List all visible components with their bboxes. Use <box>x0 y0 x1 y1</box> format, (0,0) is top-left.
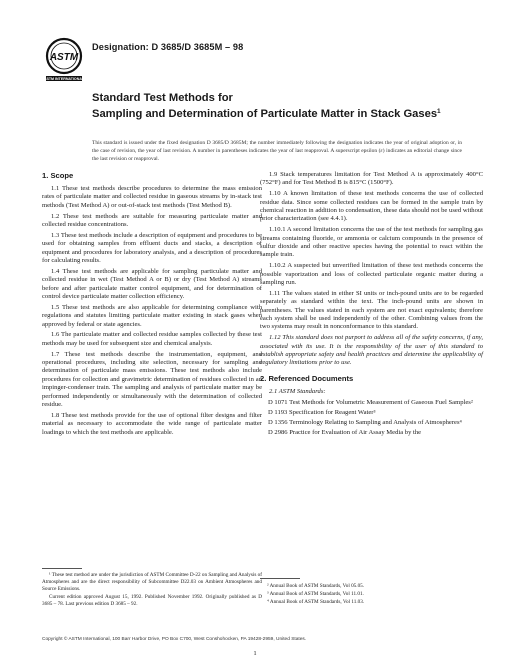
footnote: Current edition approved August 15, 1992. Published November 1992. Originally published as D 3685 – 78. Last previous edition D 3685 – 92. <box>42 594 262 607</box>
paragraph: 1.8 These test methods provide for the use of optional filter designs and filter material as necessary to accommodate the wide range of particulate matter loadings to which the test methods are applicable. <box>42 411 262 436</box>
left-column <box>42 171 262 440</box>
title-prefix: Standard Test Methods for <box>92 92 233 104</box>
footnote: ⁴ Annual Book of ASTM Standards, Vol 11.03. <box>267 599 365 605</box>
footnotes-left <box>42 572 262 609</box>
subsection-astm-standards: 2.1 ASTM Standards: <box>269 387 326 395</box>
footnotes-right <box>260 583 483 607</box>
paragraph: 1.2 These test methods are suitable for measuring particulate matter and collected residue concentrations. <box>42 212 262 229</box>
paragraph: 1.5 These test methods are also applicable for determining compliance with regulations and statutes limiting particulate matter existing in stack gases when approved by federal or state agencies. <box>42 303 262 328</box>
section-heading-scope: 1. Scope <box>42 171 74 180</box>
reference-item: D 1071 Test Methods for Volumetric Measurement of Gaseous Fuel Samples² <box>268 399 473 407</box>
paragraph: 1.10.2 A suspected but unverified limitation of these test methods concerns the possible vaporization and loss of collected particulate organic matter during a sampling run. <box>260 262 483 287</box>
svg-text:ASTM: ASTM <box>49 52 79 63</box>
paragraph: 1.1 These test methods describe procedures to determine the mass emission rates of particulate matter and collected residue in gaseous streams by in-stack test methods (Test Method A) or out-of-stack test methods (Test Method B). <box>42 185 262 209</box>
paragraph: 1.10 A known limitation of these test methods concerns the use of collected residue data. Since some collected residues can be formed in the sample train by chemical reaction in addition to condensation, these data should not be used without prior characterization (see 4.4.1). <box>260 190 483 223</box>
footnote-rule <box>42 568 82 569</box>
designation: Designation: D 3685/D 3685M – 98 <box>92 42 244 52</box>
footnote-rule <box>260 578 300 579</box>
paragraph: 1.3 These test methods include a description of equipment and procedures to be used for obtaining samples from effluent ducts and stacks, a description of equipment and procedures for laboratory analysis, and a description of procedures for calculating results. <box>42 231 262 265</box>
title-block <box>92 91 462 121</box>
paragraph: 1.4 These test methods are applicable for sampling particulate matter and collected residue in wet (Test Method A or B) or dry (Test Method A) streams before and after particulate matter control equipment, and for determination of control device particulate matter collection efficiency. <box>42 267 262 301</box>
paragraph: 1.9 Stack temperatures limitation for Test Method A is approximately 400°C (752°F) and for Test Method B is 815°C (1500°F). <box>260 171 483 187</box>
footnote: ³ Annual Book of ASTM Standards, Vol 11.01. <box>267 591 364 597</box>
paragraph: 1.6 The particulate matter and collected residue samples collected by these test methods may be used for subsequent size and chemical analysis. <box>42 331 262 347</box>
right-column <box>260 171 483 439</box>
section-heading-referenced-documents: 2. Referenced Documents <box>260 373 354 383</box>
footnote: ² Annual Book of ASTM Standards, Vol 05.05. <box>267 583 365 589</box>
paragraph: 1.11 The values stated in either SI units or inch-pound units are to be regarded separately as standard within the text. The inch-pound units are shown in parentheses. The values stated in each system are not exact equivalents; therefore each system shall be used independently of the other. Combining values from the two systems may result in nonconformance to this standard. <box>260 289 483 331</box>
title-footnote-ref: 1 <box>437 108 441 115</box>
paragraph: 1.10.1 A second limitation concerns the use of the test methods for sampling gas streams containing fluoride, or ammonia or calcium compounds in the presence of sulfur dioxide and other reactive species having the potential to react within the sample train. <box>260 226 483 259</box>
svg-text:ASTM INTERNATIONAL: ASTM INTERNATIONAL <box>43 77 85 82</box>
reference-item: D 2986 Practice for Evaluation of Air Assay Media by the <box>268 429 422 437</box>
footnote: ¹ These test method are under the jurisdiction of ASTM Committee D-22 on Sampling and Analysis of Atmospheres and are the direct responsibility of Subcommittee D22.03 on Ambient Atmospheres and Source Emissions. <box>42 572 262 592</box>
page-title: Sampling and Determination of Particulate Matter in Stack Gases$^1$ <box>92 108 441 120</box>
safety-statement: 1.12 This standard does not purport to address all of the safety concerns, if any, associated with its use. It is the responsibility of the user of this standard to establish appropriate safety and health practices and determine the applicability of regulatory limitations prior to use. <box>260 334 483 367</box>
reference-item: D 1193 Specification for Reagent Water³ <box>268 409 376 417</box>
paragraph: 1.7 These test methods describe the instrumentation, equipment, and operational procedures, including site selection, necessary for sampling and determination of particulate mass emissions. These test methods also include procedures for collection and gravimetric determination of residues collected in an impinger-condenser train. The sampling and analysis of particulate matter may be performed independently or simultaneously with the determination of collected residue. <box>42 350 262 409</box>
astm-logo <box>42 36 86 84</box>
designation-notice: This standard is issued under the fixed designation D 3685/D 3685M; the number immediately following the designation indicates the year of original adoption or, in the case of revision, the year of last revision. A number in parentheses indicates the year of last reapproval. A superscript epsilon (ε) indicates an editorial change since the last revision or reapproval. <box>92 140 462 163</box>
reference-item: D 1356 Terminology Relating to Sampling and Analysis of Atmospheres⁴ <box>268 419 462 427</box>
copyright-line: Copyright © ASTM International, 100 Barr Harbor Drive, PO Box C700, West Conshohocken, PA 19428-2959, United States. <box>42 637 307 642</box>
page-number: 1 <box>253 650 257 657</box>
